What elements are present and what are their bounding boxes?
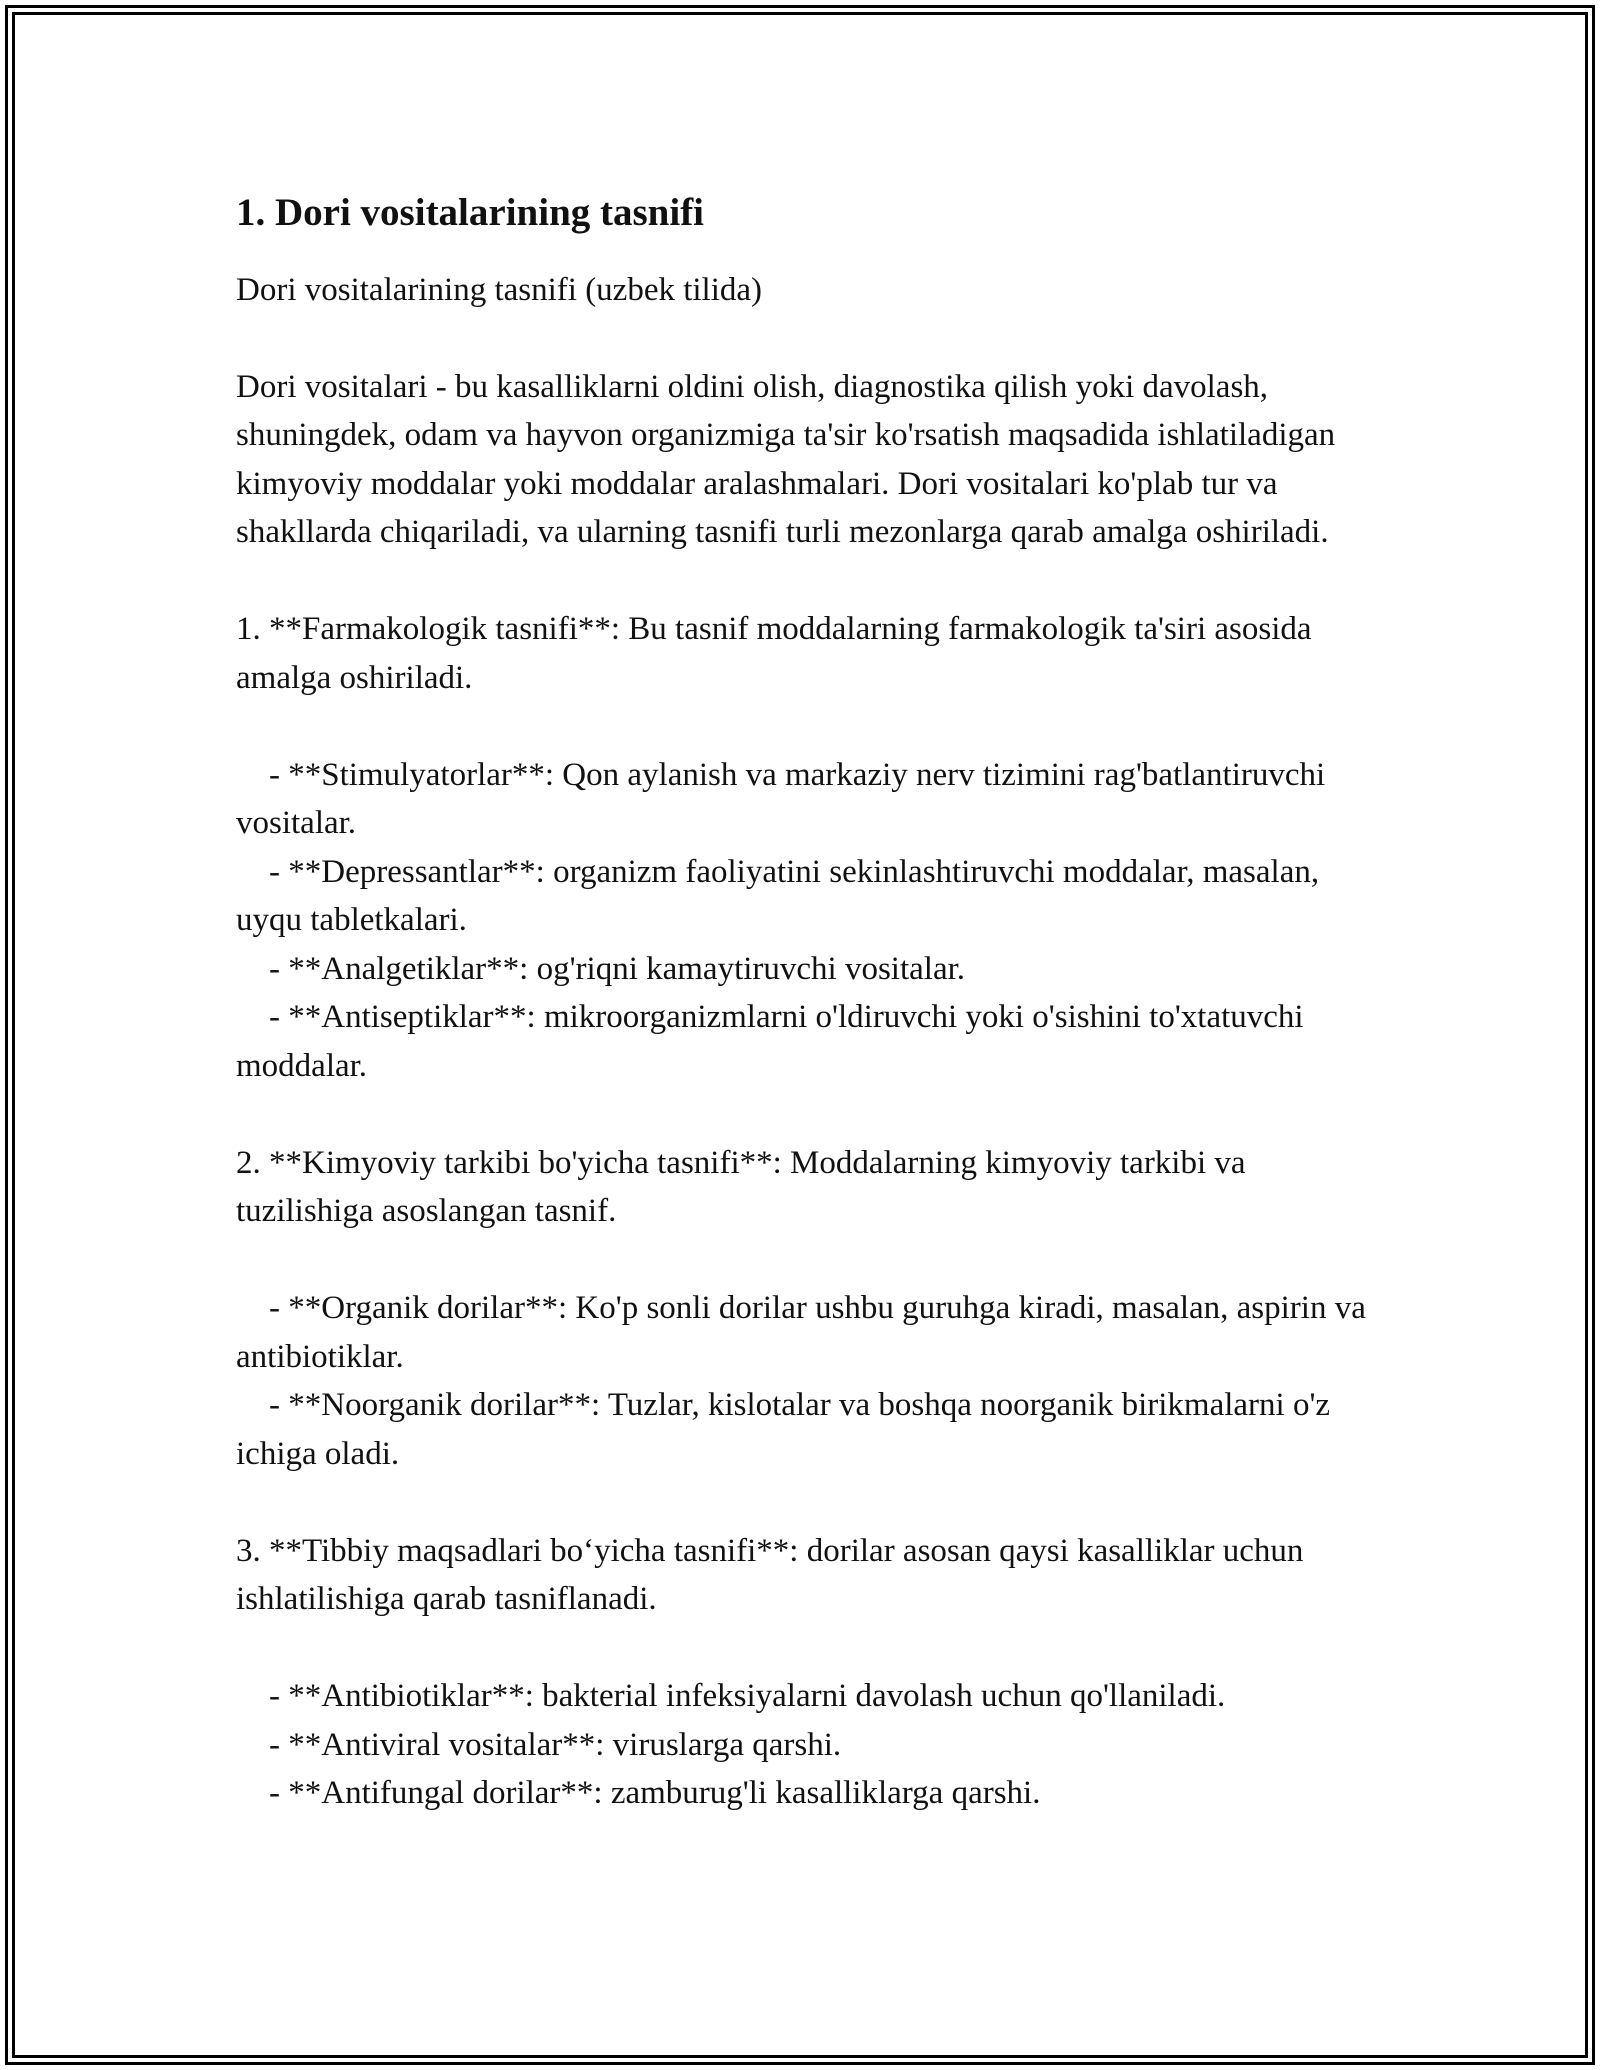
list-item-antivirals: - **Antiviral vositalar**: viruslarga qarshi. <box>236 1726 842 1763</box>
spacer <box>236 1478 1376 1527</box>
list-item-stimulants: - **Stimulyatorlar**: Qon aylanish va markaziy nerv tizimini rag'batlantiruvchi vositalar. <box>236 756 1334 841</box>
spacer <box>236 557 1376 606</box>
section-heading-chemical: 2. **Kimyoviy tarkibi bo'yicha tasnifi**: Moddalarning kimyoviy tarkibi va tuzilishiga asoslangan tasnif. <box>236 1144 1254 1229</box>
list-item-antifungals: - **Antifungal dorilar**: zamburug'li kasalliklarga qarshi. <box>236 1775 1041 1811</box>
document-title: 1. Dori vositalarining tasnifi <box>236 191 705 234</box>
section-heading-medical-purpose: 3. **Tibbiy maqsadlari bo‘yicha tasnifi**: dorilar asosan qaysi kasalliklar uchun ishlatilishiga qarab tasniflanadi. <box>236 1532 1312 1617</box>
list-item-analgesics: - **Analgetiklar**: og'riqni kamaytiruvchi vositalar. <box>236 950 966 987</box>
list-item-antibiotics: - **Antibiotiklar**: bakterial infeksiyalarni davolash uchun qo'llaniladi. <box>236 1678 1226 1714</box>
spacer <box>236 1624 1376 1673</box>
list-item-organic-drugs: - **Organik dorilar**: Ko'p sonli dorilar ushbu guruhga kiradi, masalan, aspirin va antibiotiklar. <box>236 1290 1375 1375</box>
document-subtitle: Dori vositalarining tasnifi (uzbek tilida) <box>236 272 763 308</box>
list-item-antiseptics: - **Antiseptiklar**: mikroorganizmlarni o'ldiruvchi yoki o'sishini to'xtatuvchi moddalar. <box>236 999 1312 1084</box>
spacer <box>236 314 1376 363</box>
spacer <box>236 1236 1376 1285</box>
spacer <box>236 702 1376 751</box>
section-heading-pharmacological: 1. **Farmakologik tasnifi**: Bu tasnif moddalarning farmakologik ta'siri asosida amalga oshiriladi. <box>236 611 1320 696</box>
document-body <box>236 180 1376 1818</box>
list-item-depressants: - **Depressantlar**: organizm faoliyatini sekinlashtiruvchi moddalar, masalan, uyqu tabletkalari. <box>236 853 1328 938</box>
intro-paragraph: Dori vositalari - bu kasalliklarni oldini olish, diagnostika qilish yoki davolash, shuningdek, odam va hayvon organizmiga ta'sir ko'rsatish maqsadida ishlatiladigan kimyoviy moddalar yoki moddalar aralashmalari. Dori vositalari ko'plab tur va shakllarda chiqariladi, va ularning tasnifi turli mezonlarga qarab amalga oshiriladi. <box>236 368 1344 550</box>
spacer <box>236 1090 1376 1139</box>
list-item-inorganic-drugs: - **Noorganik dorilar**: Tuzlar, kislotalar va boshqa noorganik birikmalarni o'z ichiga oladi. <box>236 1387 1339 1472</box>
